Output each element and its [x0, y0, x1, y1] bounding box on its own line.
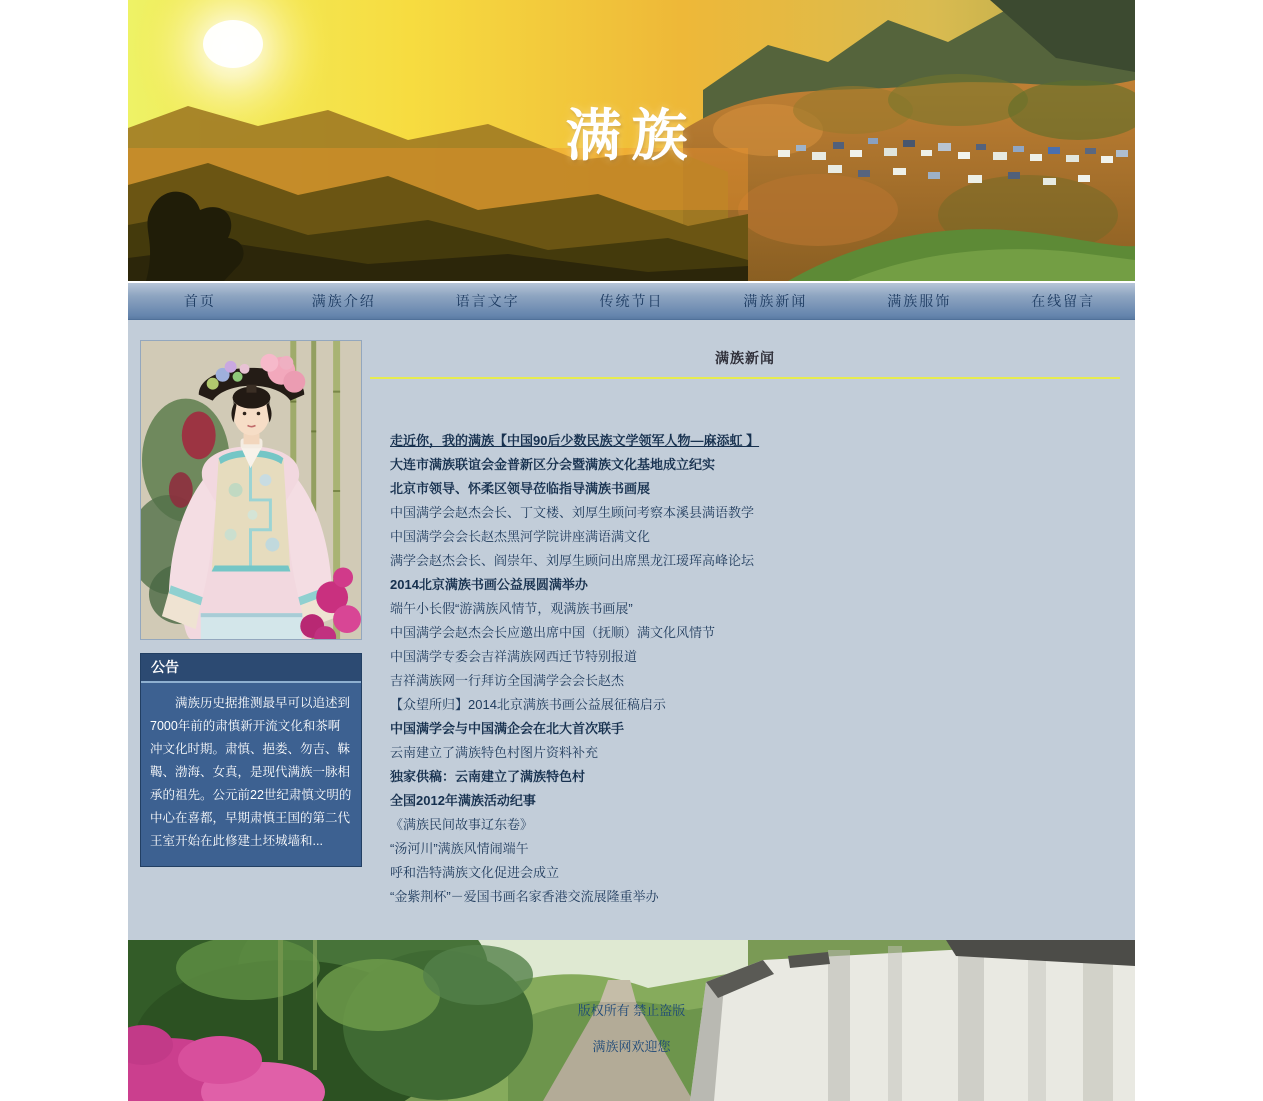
content — [128, 320, 1135, 940]
news-item — [390, 429, 1120, 453]
news-item — [390, 885, 1120, 909]
copyright-line-2: 满族网欢迎您 — [592, 1039, 671, 1054]
news-item — [390, 813, 1120, 837]
notice-panel — [140, 653, 362, 867]
news-list — [370, 429, 1120, 909]
news-link[interactable]: 满学会赵杰会长、阎崇年、刘厚生顾问出席黑龙江瑷珲高峰论坛 — [390, 553, 755, 568]
news-link[interactable]: 中国满学会会长赵杰黑河学院讲座满语满文化 — [390, 529, 651, 544]
main-panel — [370, 320, 1135, 929]
page — [128, 0, 1135, 1101]
sidebar — [140, 340, 362, 867]
copyright-line-1: 版权所有 禁止盗版 — [577, 1003, 686, 1018]
news-item — [390, 621, 1120, 645]
portrait-frame — [140, 340, 362, 640]
nav-link[interactable]: 满族新闻 — [743, 293, 808, 309]
news-item — [390, 645, 1120, 669]
news-item — [390, 597, 1120, 621]
news-link[interactable]: 中国满学专委会吉祥满族网西迁节特别报道 — [390, 649, 638, 664]
news-link[interactable]: 中国满学会与中国满企会在北大首次联手 — [390, 721, 625, 736]
news-link[interactable]: “汤河川”满族风情闹端午 — [390, 841, 529, 856]
nav-link[interactable]: 在线留言 — [1031, 293, 1096, 309]
nav-link[interactable]: 首页 — [183, 293, 216, 309]
footer — [128, 940, 1135, 1101]
nav-item — [416, 283, 560, 319]
news-link[interactable]: 大连市满族联谊会金普新区分会暨满族文化基地成立纪实 — [390, 457, 716, 472]
nav-link[interactable]: 满族服饰 — [887, 293, 952, 309]
news-link[interactable]: 全国2012年满族活动纪事 — [390, 793, 536, 808]
notice-body: 满族历史据推测最早可以追述到7000年前的肃慎新开流文化和茶啊冲文化时期。肃慎、挹娄、勿吉、靺鞨、渤海、女真，是现代满族一脉相承的祖先。公元前22世纪肃慎文明的中心在喜都，早期肃慎王国的第二代王室开始在此修建土坯城墙和... — [141, 683, 361, 866]
main-nav — [128, 283, 1135, 319]
news-link[interactable]: 中国满学会赵杰会长、丁文楼、刘厚生顾问考察本溪县满语教学 — [390, 505, 755, 520]
nav-link[interactable]: 语言文字 — [455, 293, 520, 309]
nav-link[interactable]: 传统节日 — [599, 293, 664, 309]
news-item — [390, 837, 1120, 861]
nav-item — [128, 283, 272, 319]
nav-item — [272, 283, 416, 319]
news-item — [390, 741, 1120, 765]
title-underline — [370, 377, 1120, 379]
notice-title: 公告 — [141, 654, 361, 683]
news-link[interactable]: 端午小长假“游满族风情节，观满族书画展” — [390, 601, 633, 616]
news-item — [390, 765, 1120, 789]
news-link[interactable]: 2014北京满族书画公益展圆满举办 — [390, 577, 588, 592]
news-item — [390, 861, 1120, 885]
news-link[interactable]: 呼和浩特满族文化促进会成立 — [390, 865, 560, 880]
news-item — [390, 549, 1120, 573]
news-link[interactable]: “金紫荆杯”－爱国书画名家香港交流展隆重举办 — [390, 889, 659, 904]
news-item — [390, 573, 1120, 597]
news-link[interactable]: 【众望所归】2014北京满族书画公益展征稿启示 — [390, 697, 666, 712]
nav-link[interactable]: 满族介绍 — [311, 293, 376, 309]
site-logo: 满族 — [565, 104, 698, 167]
nav-bar — [128, 283, 1135, 320]
news-link[interactable]: 吉祥满族网一行拜访全国满学会会长赵杰 — [390, 673, 625, 688]
nav-item — [560, 283, 704, 319]
news-link[interactable]: 《满族民间故事辽东卷》 — [390, 817, 534, 832]
news-link[interactable]: 云南建立了满族特色村图片资料补充 — [390, 745, 599, 760]
nav-item — [991, 283, 1135, 319]
section-title: 满族新闻 — [715, 350, 775, 366]
news-link[interactable]: 走近你，我的满族【中国90后少数民族文学领军人物—麻添虹 】 — [390, 433, 760, 448]
news-item — [390, 693, 1120, 717]
news-item — [390, 717, 1120, 741]
news-item — [390, 453, 1120, 477]
nav-item — [703, 283, 847, 319]
nav-item — [847, 283, 991, 319]
banner — [128, 0, 1135, 281]
news-item — [390, 789, 1120, 813]
news-link[interactable]: 北京市领导、怀柔区领导莅临指导满族书画展 — [390, 481, 651, 496]
news-item — [390, 477, 1120, 501]
news-link[interactable]: 中国满学会赵杰会长应邀出席中国（抚顺）满文化风情节 — [390, 625, 716, 640]
news-item — [390, 669, 1120, 693]
news-item — [390, 525, 1120, 549]
footer-village-image — [128, 940, 1135, 1101]
news-item — [390, 501, 1120, 525]
news-link[interactable]: 独家供稿：云南建立了满族特色村 — [390, 769, 586, 784]
manchu-costume-portrait-image — [141, 341, 361, 639]
